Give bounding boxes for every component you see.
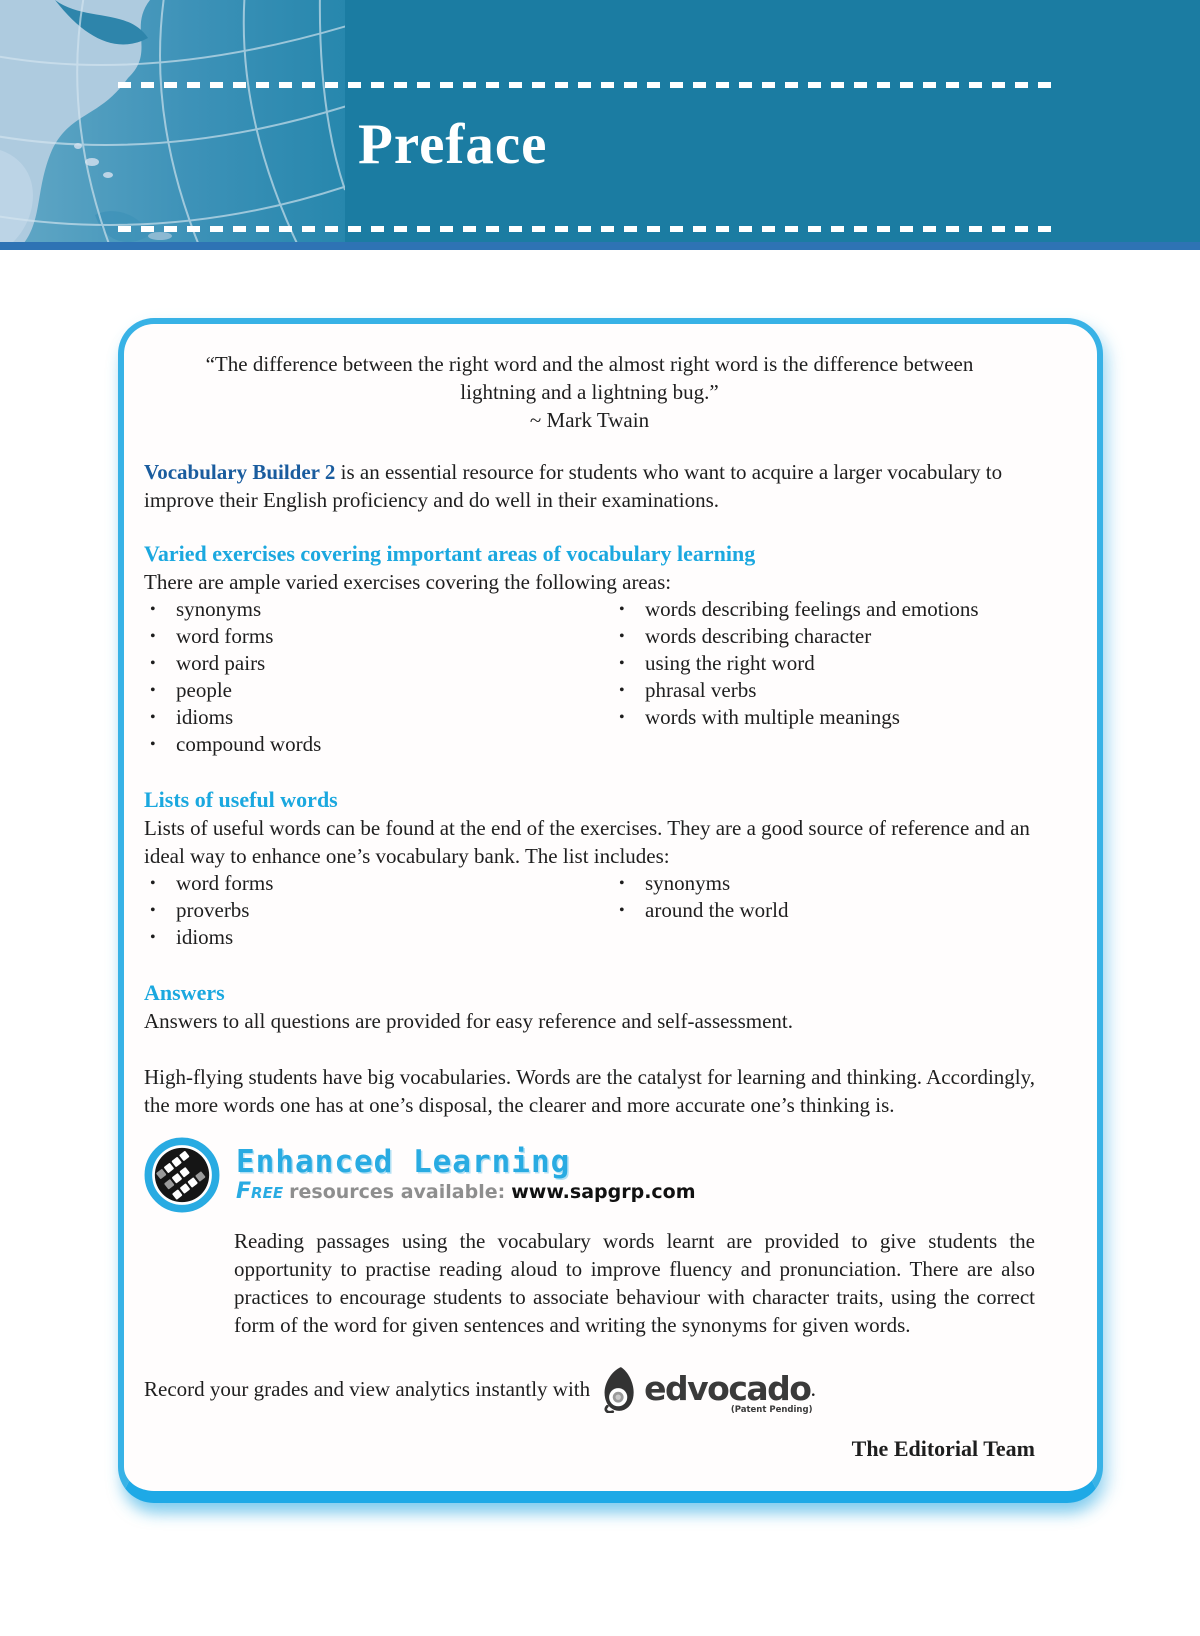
list-item [613, 870, 1035, 897]
bullet-text: synonyms [645, 871, 731, 895]
intro-rest: is an essential resource for students who want to acquire a larger vocabulary to improve their English proficiency and do well in their examinations. [144, 460, 1003, 512]
bullet-columns [144, 870, 1035, 951]
bullet-icon: • [150, 655, 156, 672]
record-text: Record your grades and view analytics instantly with [144, 1377, 591, 1401]
bullet-text: synonyms [176, 597, 262, 621]
section-heading: Varied exercises covering important areas of vocabulary learning [144, 541, 756, 566]
header-banner [0, 0, 1200, 250]
patent-pending-label: (Patent Pending) [730, 1405, 813, 1415]
section-varied-exercises [144, 540, 1035, 758]
globe-image [0, 0, 345, 250]
bullet-icon: • [150, 902, 156, 919]
bullet-text: using the right word [645, 651, 815, 675]
section-useful-words [144, 786, 1035, 951]
record-line [144, 1365, 1035, 1413]
bullet-columns [144, 596, 1035, 758]
page-title: Preface [358, 113, 548, 176]
content-card [118, 318, 1103, 1503]
closing-paragraph: High-flying students have big vocabularies. Words are the catalyst for learning and thinking. Accordingly, the more words one has at one’s disposal, the clearer and more accurate one’s thinking is. [144, 1065, 1035, 1117]
section-heading: Answers [144, 980, 225, 1005]
bullet-text: around the world [645, 898, 789, 922]
list-item [144, 731, 613, 758]
bullet-text: words with multiple meanings [645, 705, 900, 729]
section-intro: There are ample varied exercises covering the following areas: [144, 570, 672, 594]
bullet-icon: • [150, 628, 156, 645]
bullet-text: words describing feelings and emotions [645, 597, 979, 621]
enhanced-learning-block [144, 1137, 1035, 1213]
list-item [144, 897, 613, 924]
enhanced-learning-title: Enhanced Learning [236, 1144, 571, 1180]
quote-block [144, 350, 1035, 434]
bullet-icon: • [150, 709, 156, 726]
bullet-icon: • [150, 601, 156, 618]
bullet-icon: • [619, 902, 625, 919]
bullet-icon: • [150, 736, 156, 753]
banner-bottom-strip [0, 242, 1200, 250]
free-label: Free [236, 1179, 284, 1204]
list-item [144, 924, 613, 951]
bullet-text: word pairs [176, 651, 266, 675]
enhanced-learning-body: Reading passages using the vocabulary words learnt are provided to give students the opportunity to practise reading aloud to improve fluency and pronunciation. There are also practices to encourage students to associate behaviour with character traits, using the correct form of the word for given sentences and writing the synonyms for given words. [234, 1229, 1035, 1337]
bullet-text: people [176, 678, 232, 702]
list-item [144, 650, 613, 677]
section-heading: Lists of useful words [144, 787, 338, 812]
list-item [144, 677, 613, 704]
bullet-text: words describing character [645, 624, 872, 648]
bullet-text: idioms [176, 705, 234, 729]
answers-body: Answers to all questions are provided for easy reference and self-assessment. [144, 1009, 794, 1033]
intro-lead: Vocabulary Builder 2 [144, 460, 336, 484]
bullet-text: proverbs [176, 898, 250, 922]
list-item [613, 897, 1035, 924]
list-item [144, 704, 613, 731]
bullet-icon: • [619, 655, 625, 672]
editorial-team-signature: The Editorial Team [851, 1436, 1035, 1461]
bullet-list-right [613, 596, 1035, 758]
quote-attribution: ~ Mark Twain [529, 408, 650, 432]
bullet-icon: • [150, 875, 156, 892]
enhanced-learning-tagline [236, 1179, 696, 1205]
section-answers [144, 979, 1035, 1035]
enhanced-learning-text [236, 1145, 696, 1205]
resources-label: resources available: [289, 1181, 506, 1203]
bullet-list-left [144, 870, 613, 951]
quote-line-1: “The difference between the right word and the almost right word is the difference between [205, 352, 974, 376]
bullet-icon: • [619, 682, 625, 699]
bullet-icon: • [150, 929, 156, 946]
bullet-icon: • [619, 875, 625, 892]
bullet-text: phrasal verbs [645, 678, 757, 702]
list-item [613, 677, 1035, 704]
list-item [144, 870, 613, 897]
bullet-icon: • [619, 628, 625, 645]
bullet-text: idioms [176, 925, 234, 949]
bullet-text: compound words [176, 732, 322, 756]
section-intro: Lists of useful words can be found at the end of the exercises. They are a good source of reference and an ideal way to enhance one’s vocabulary bank. The list includes: [144, 816, 1030, 868]
bullet-text: word forms [176, 871, 274, 895]
dashed-line-top [118, 82, 1058, 88]
intro-paragraph [144, 458, 1035, 514]
edvocado-wordmark: edvocado [644, 1369, 811, 1408]
bullet-icon: • [619, 709, 625, 726]
website-url: www.sapgrp.com [511, 1181, 696, 1203]
record-period: . [810, 1376, 816, 1401]
edvocado-logo [600, 1365, 813, 1415]
quote-line-2: lightning and a lightning bug.” [460, 380, 719, 404]
list-item [613, 623, 1035, 650]
bullet-icon: • [150, 682, 156, 699]
list-item [144, 596, 613, 623]
bullet-text: word forms [176, 624, 274, 648]
list-item [144, 623, 613, 650]
avocado-icon [600, 1365, 640, 1413]
bullet-icon: • [619, 601, 625, 618]
list-item [613, 704, 1035, 731]
list-item [613, 650, 1035, 677]
bullet-list-left [144, 596, 613, 758]
dashed-line-bottom [118, 226, 1058, 232]
enhanced-learning-icon [144, 1137, 220, 1213]
bullet-list-right [613, 870, 1035, 951]
list-item [613, 596, 1035, 623]
